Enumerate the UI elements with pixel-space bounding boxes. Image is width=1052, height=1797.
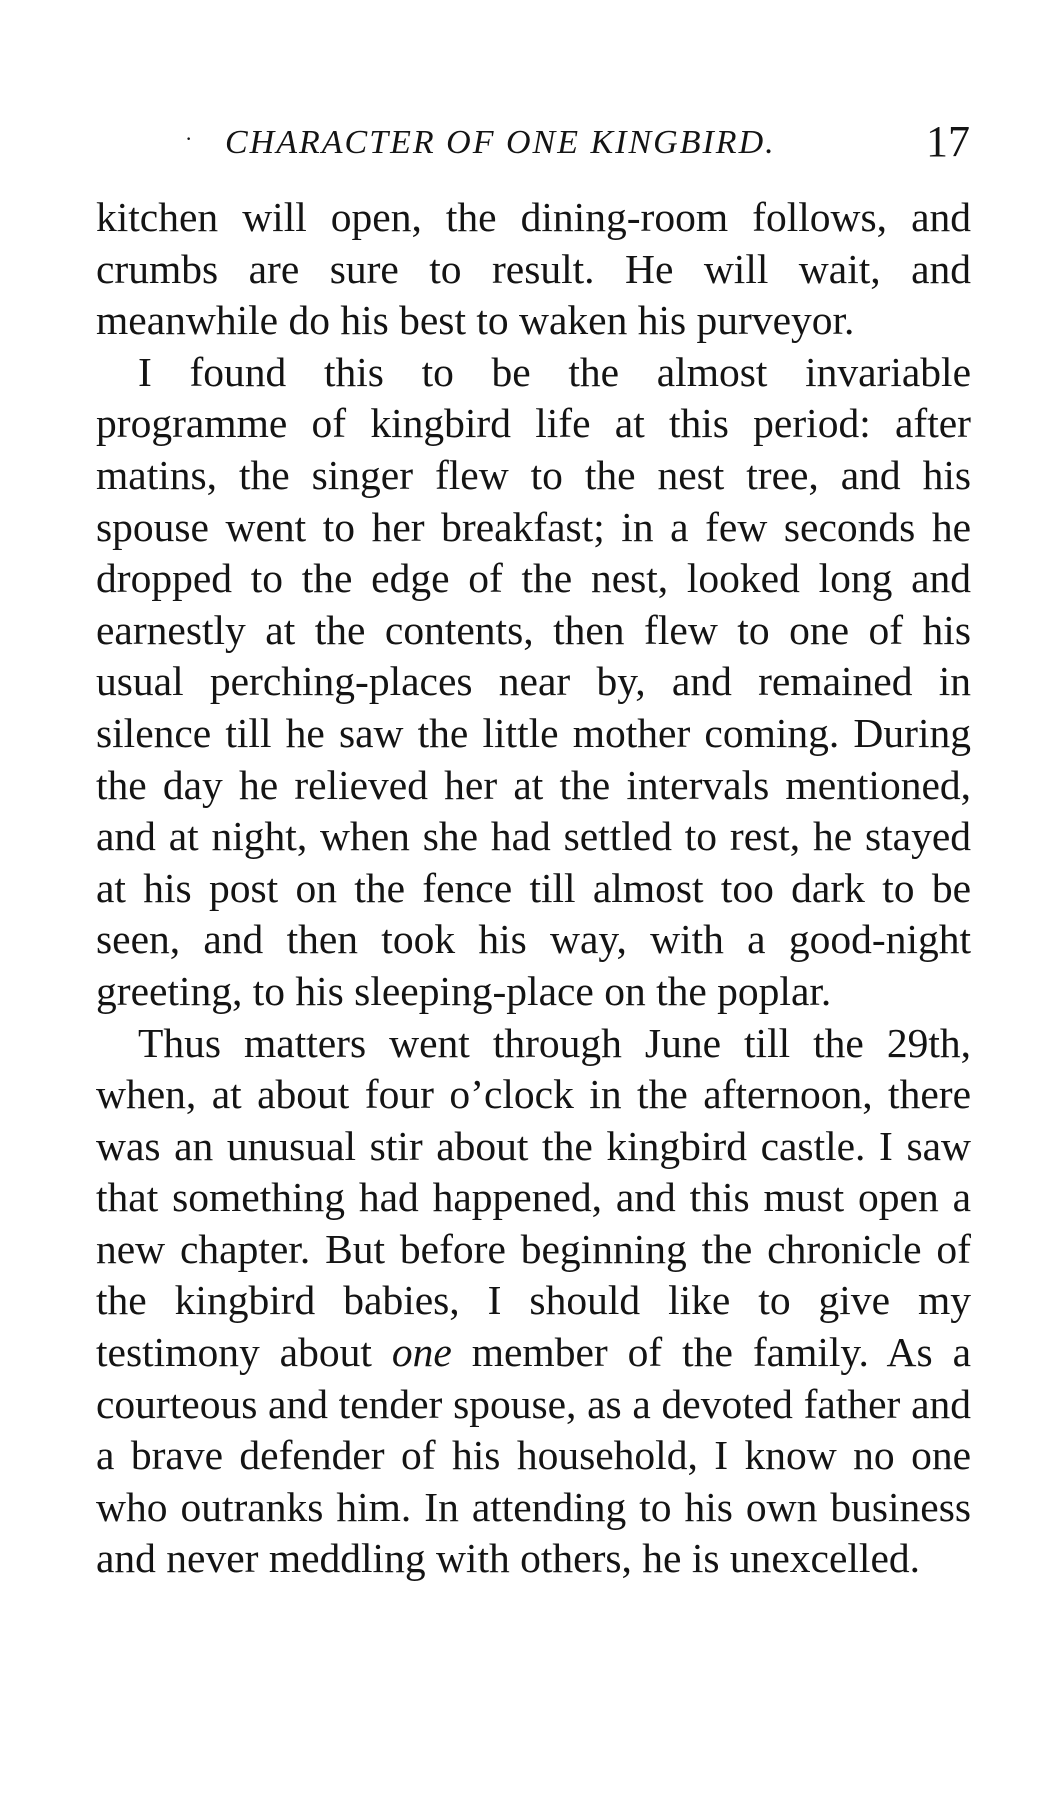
paragraph-3-part-a: Thus matters went through June till the 29th, when, at about four o’clock in the afternoon, there was an unusual stir about the kingbird castle. I saw that something had happened, and this must open a new chapter. But before beginning the chronicle of the kingbird babies, I should like to give my testimony about <box>96 1019 971 1376</box>
running-head <box>185 116 970 166</box>
paragraph-2: I found this to be the almost invariable programme of kingbird life at this period: after matins, the singer flew to the nest tree, and his spouse went to her breakfast; in a few seconds he dropped to the edge of the nest, looked long and earnestly at the contents, then flew to one of his usual perching-places near by, and remained in silence till he saw the little mother coming. During the day he relieved her at the intervals mentioned, and at night, when she had settled to rest, he stayed at his post on the fence till almost too dark to be seen, and then took his way, with a good-night greeting, to his sleeping-place on the poplar. <box>96 348 971 1014</box>
paragraph-3-part-b: member of the family. As a courteous and tender spouse, as a devoted father and a brave defender of his household, I know no one who outranks him. In attending to his own business and never meddling with others, he is unexcelled. <box>96 1329 972 1582</box>
body-text <box>96 192 971 1585</box>
emphasis-one: one <box>391 1329 452 1376</box>
page-number: 17 <box>926 117 970 166</box>
chapter-title: CHARACTER OF ONE KINGBIRD. <box>225 124 776 161</box>
paragraph-1: kitchen will open, the dining-room follows, and crumbs are sure to result. He will wait, and meanwhile do his best to waken his purveyor. <box>96 194 971 344</box>
header-mark: · <box>185 126 193 151</box>
paragraph-3 <box>96 1018 971 1586</box>
